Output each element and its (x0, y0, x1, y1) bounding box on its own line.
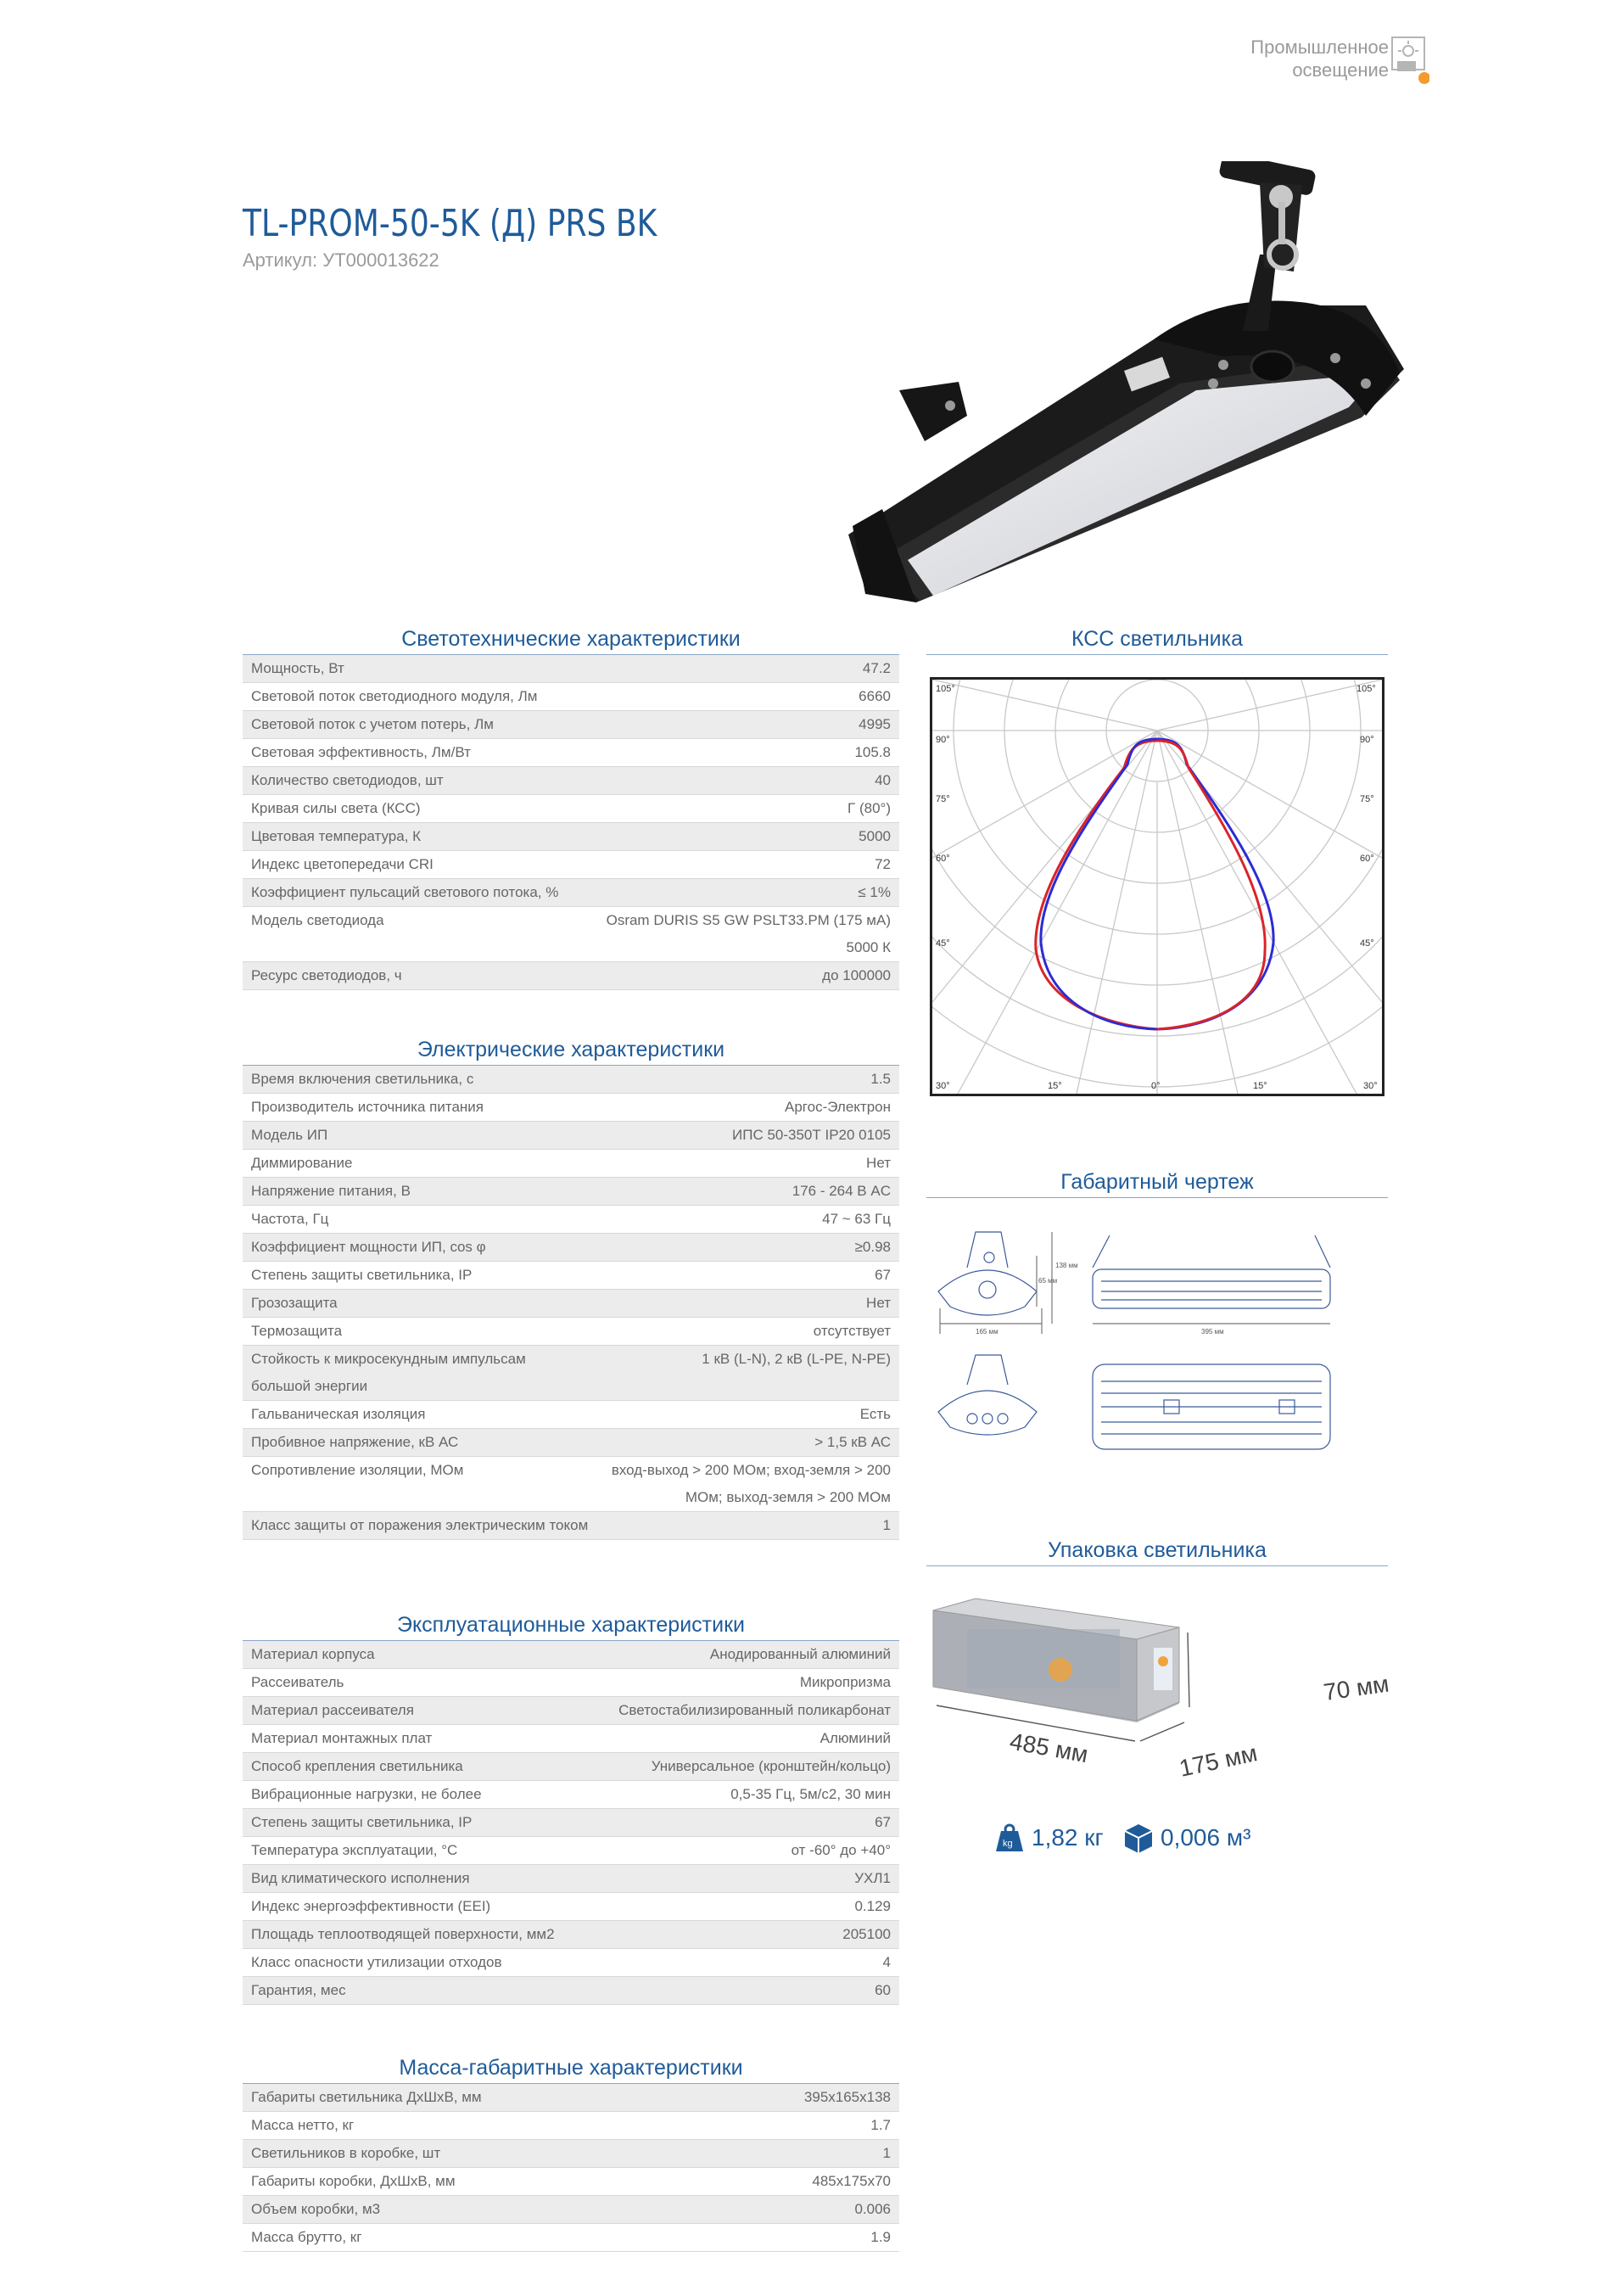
operation-table (243, 1641, 899, 2005)
product-article: Артикул: УТ000013622 (243, 249, 439, 271)
table-row: Мощность, Вт 47.2 (243, 655, 899, 683)
kss-label: 45° (936, 938, 950, 949)
table-row: Степень защиты светильника, IP 67 (243, 1809, 899, 1837)
svg-text:kg: kg (1003, 1839, 1013, 1849)
table-row: Время включения светильника, с 1.5 (243, 1066, 899, 1094)
dimension-drawing (923, 1215, 1390, 1470)
table-row: Индекс цветопередачи CRI 72 (243, 851, 899, 879)
table-row: Грозозащита Нет (243, 1290, 899, 1318)
kss-title: КСС светильника (926, 624, 1388, 655)
table-row: Модель светодиода Osram DURIS S5 GW PSLT33.PM (175 мА) 5000 К (243, 907, 899, 962)
package-weight: 1,82 кг (1032, 1824, 1104, 1851)
table-row: Диммирование Нет (243, 1150, 899, 1178)
brand-line-2: освещение (1292, 59, 1389, 81)
package-length: 485 мм (1007, 1728, 1090, 1768)
table-row: Частота, Гц 47 ~ 63 Гц (243, 1206, 899, 1234)
dim-length-label: 395 мм (1201, 1328, 1224, 1336)
table-row: Габариты коробки, ДхШхВ, мм 485x175x70 (243, 2168, 899, 2196)
table-row: Количество светодиодов, шт 40 (243, 767, 899, 795)
box-volume-icon (1123, 1823, 1154, 1853)
luminaire-photo (814, 161, 1451, 602)
operation-section (243, 1610, 899, 2005)
table-row: Модель ИП ИПС 50-350Т IP20 0105 (243, 1122, 899, 1150)
operation-title: Эксплуатационные характеристики (243, 1610, 899, 1641)
kss-label: 30° (936, 1081, 950, 1091)
table-row: Степень защиты светильника, IP 67 (243, 1262, 899, 1290)
lighting-title: Светотехнические характеристики (243, 624, 899, 655)
table-row: Коэффициент пульсаций светового потока, % ≤ 1% (243, 879, 899, 907)
table-row: Масса нетто, кг 1.7 (243, 2112, 899, 2140)
table-row: Площадь теплоотводящей поверхности, мм2 205100 (243, 1921, 899, 1949)
table-row: Класс опасности утилизации отходов 4 (243, 1949, 899, 1977)
package-section (926, 1536, 1388, 1566)
table-row: Коэффициент мощности ИП, cos φ ≥0.98 (243, 1234, 899, 1262)
kss-section (926, 624, 1388, 655)
table-row: Температура эксплуатации, °С от -60° до +40° (243, 1837, 899, 1865)
table-row: Вибрационные нагрузки, не более 0,5-35 Гц, 5м/с2, 30 мин (243, 1781, 899, 1809)
lighting-table (243, 655, 899, 990)
kss-label: 75° (1360, 794, 1374, 804)
kss-label: 15° (1253, 1081, 1267, 1091)
table-row: Масса брутто, кг 1.9 (243, 2224, 899, 2252)
dim-width-label: 165 мм (976, 1328, 998, 1336)
dim-height-label: 138 мм (1055, 1262, 1078, 1269)
mass-section (243, 2053, 899, 2252)
package-height: 70 мм (1322, 1670, 1391, 1706)
kss-label: 105° (936, 684, 955, 694)
dim-mount-label: 65 мм (1038, 1277, 1058, 1285)
table-row: Габариты светильника ДхШхВ, мм 395x165x138 (243, 2084, 899, 2112)
drawing-section (926, 1168, 1388, 1198)
kss-label: 75° (936, 794, 950, 804)
kss-label: 60° (936, 854, 950, 864)
kss-label: 45° (1360, 938, 1374, 949)
industrial-lighting-icon (1389, 36, 1429, 85)
table-row: Стойкость к микросекундным импульсам большой энергии 1 кВ (L-N), 2 кВ (L-PE, N-PE) (243, 1346, 899, 1401)
kg-weight-icon (994, 1823, 1025, 1853)
table-row: Цветовая температура, К 5000 (243, 823, 899, 851)
kss-label: 90° (1360, 735, 1374, 745)
mass-title: Масса-габаритные характеристики (243, 2053, 899, 2084)
table-row: Объем коробки, м3 0.006 (243, 2196, 899, 2224)
brand-line-1: Промышленное (1250, 36, 1389, 58)
table-row: Материал корпуса Анодированный алюминий (243, 1641, 899, 1669)
package-width: 175 мм (1177, 1739, 1260, 1782)
package-volume: 0,006 м³ (1161, 1824, 1251, 1851)
lighting-section (243, 624, 899, 990)
table-row: Световой поток с учетом потерь, Лм 4995 (243, 711, 899, 739)
brand-label (1250, 36, 1389, 81)
kss-diagram (930, 677, 1384, 1096)
drawing-title: Габаритный чертеж (926, 1168, 1388, 1198)
kss-label: 60° (1360, 854, 1374, 864)
table-row: Материал монтажных плат Алюминий (243, 1725, 899, 1753)
package-title: Упаковка светильника (926, 1536, 1388, 1566)
kss-label: 90° (936, 735, 950, 745)
table-row: Вид климатического исполнения УХЛ1 (243, 1865, 899, 1893)
electrical-title: Электрические характеристики (243, 1035, 899, 1066)
kss-label: 105° (1356, 684, 1376, 694)
product-title: TL-PROM-50-5K (Д) PRS BK (243, 202, 657, 245)
table-row: Световая эффективность, Лм/Вт 105.8 (243, 739, 899, 767)
table-row: Пробивное напряжение, кВ АС > 1,5 кВ АС (243, 1429, 899, 1457)
table-row: Кривая силы света (КСС) Г (80°) (243, 795, 899, 823)
table-row: Рассеиватель Микропризма (243, 1669, 899, 1697)
electrical-section (243, 1035, 899, 1540)
table-row: Напряжение питания, В 176 - 264 В AC (243, 1178, 899, 1206)
table-row: Производитель источника питания Аргос-Электрон (243, 1094, 899, 1122)
table-row: Ресурс светодиодов, ч до 100000 (243, 962, 899, 990)
table-row: Гарантия, мес 60 (243, 1977, 899, 2005)
table-row: Гальваническая изоляция Есть (243, 1401, 899, 1429)
table-row: Светильников в коробке, шт 1 (243, 2140, 899, 2168)
polar-chart (932, 680, 1382, 1094)
kss-label: 0° (1151, 1081, 1161, 1091)
table-row: Световой поток светодиодного модуля, Лм 6660 (243, 683, 899, 711)
kss-label: 15° (1048, 1081, 1062, 1091)
kss-label: 30° (1363, 1081, 1378, 1091)
table-row: Класс защиты от поражения электрическим током 1 (243, 1512, 899, 1540)
electrical-table (243, 1066, 899, 1540)
mass-table (243, 2084, 899, 2252)
table-row: Способ крепления светильника Универсальное (кронштейн/кольцо) (243, 1753, 899, 1781)
table-row: Термозащита отсутствует (243, 1318, 899, 1346)
table-row: Индекс энергоэффективности (EEI) 0.129 (243, 1893, 899, 1921)
table-row: Материал рассеивателя Светостабилизированный поликарбонат (243, 1697, 899, 1725)
table-row: Сопротивление изоляции, МОм вход-выход > 200 МОм; вход-земля > 200 МОм; выход-земля > 200 МОм (243, 1457, 899, 1512)
package-illustration (925, 1595, 1396, 1824)
